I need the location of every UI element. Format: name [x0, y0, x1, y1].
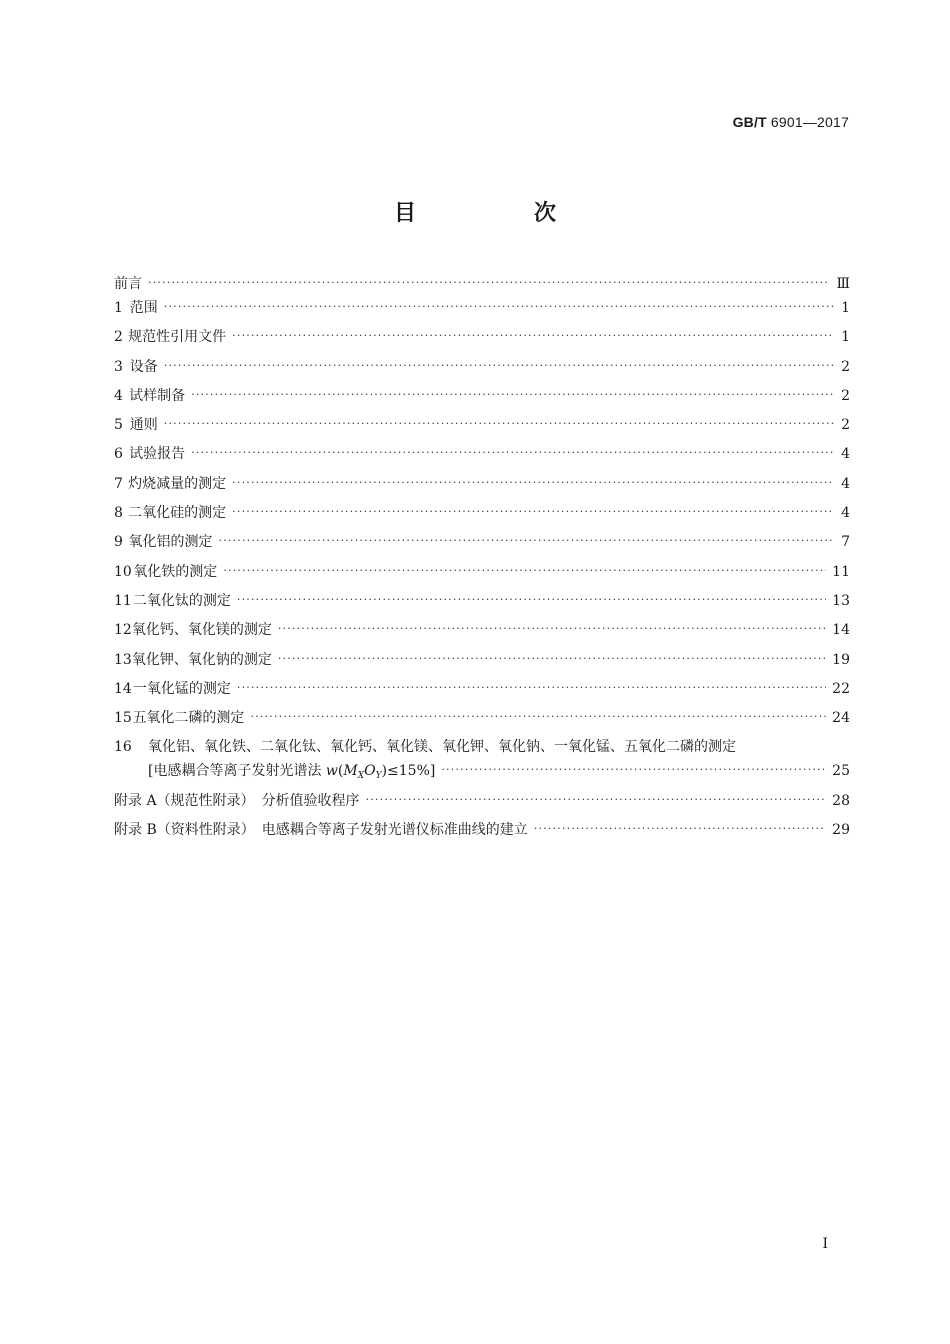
toc-entry[interactable]: [114, 677, 850, 706]
toc-label: 试样制备: [129, 387, 186, 404]
toc-leader: [366, 788, 827, 812]
toc-page-number: 19: [832, 651, 850, 668]
toc-entry[interactable]: [114, 560, 850, 589]
toc-leader: [223, 559, 826, 583]
toc-leader: [148, 271, 830, 295]
toc-page-number: 4: [841, 475, 850, 492]
toc-label: 灼烧减量的测定: [128, 475, 227, 492]
toc-entry-annex-a[interactable]: [114, 789, 850, 818]
toc-number: 2: [114, 329, 123, 346]
toc-entry[interactable]: [114, 442, 850, 471]
toc-page-number: 14: [832, 622, 850, 639]
toc-number: 8: [114, 505, 123, 522]
toc-leader: [191, 383, 834, 407]
formula-subscript-x: X: [357, 771, 365, 782]
toc-page-number: 2: [841, 358, 850, 375]
toc-label: 五氧化二磷的测定: [132, 710, 245, 727]
page-number: I: [822, 1236, 828, 1252]
toc-label: 二氧化钛的测定: [132, 592, 231, 609]
toc-leader: [219, 529, 835, 553]
toc-page-number: 4: [841, 505, 850, 522]
toc-label: 氧化铝的测定: [128, 534, 213, 551]
toc-entry[interactable]: [114, 501, 850, 530]
toc-number: 15: [114, 710, 132, 727]
toc-number: 4: [114, 387, 123, 404]
toc-number: 9: [114, 534, 123, 551]
mass-fraction-symbol: w: [325, 763, 338, 780]
toc-number: 5: [114, 417, 123, 434]
toc-leader: [232, 324, 834, 348]
toc-entry[interactable]: [114, 706, 850, 735]
toc-entry[interactable]: [114, 384, 850, 413]
formula-metal: M: [343, 763, 358, 780]
toc-entry[interactable]: [114, 413, 850, 442]
toc-label: 附录 A（规范性附录） 分析值验收程序: [114, 792, 360, 809]
page-title: 目 次: [393, 201, 604, 226]
toc-page-number: Ⅲ: [836, 276, 850, 292]
toc-label: 二氧化硅的测定: [128, 505, 227, 522]
toc-leader: [237, 588, 826, 612]
toc-label: 氧化铁的测定: [133, 563, 218, 580]
toc-page-number: 11: [832, 563, 850, 580]
toc-entry[interactable]: [114, 618, 850, 647]
toc-leader: [164, 412, 834, 436]
toc-number: 7: [114, 475, 123, 492]
toc-page-number: 13: [832, 592, 850, 609]
toc-label: 一氧化锰的测定: [132, 680, 231, 697]
toc-number: 13: [114, 651, 132, 668]
toc-leader: [232, 471, 834, 495]
toc-page-number: 22: [832, 680, 850, 697]
toc-page-number: 29: [832, 822, 850, 839]
toc-number: 11: [114, 592, 132, 609]
toc-number: 3: [114, 358, 123, 375]
toc-leader: [191, 441, 834, 465]
toc-page-number: 1: [841, 329, 850, 346]
formula-oxygen: O: [364, 763, 376, 780]
toc-label: 范围: [129, 300, 158, 316]
toc-leader: [164, 354, 834, 378]
toc-entry[interactable]: [114, 325, 850, 354]
toc-label: 通则: [129, 417, 158, 434]
toc-leader: [441, 758, 826, 782]
toc-leader: [278, 617, 826, 641]
toc-number: 1: [114, 300, 123, 316]
toc-number: 14: [114, 680, 132, 697]
toc-number: 12: [114, 622, 132, 639]
toc-entry[interactable]: [114, 648, 850, 677]
toc-leader: [164, 295, 834, 319]
toc-entry-16-line1[interactable]: [114, 735, 850, 759]
toc-label: 附录 B（资料性附录） 电感耦合等离子发射光谱仪标准曲线的建立: [114, 822, 528, 839]
standard-number: 6901—2017: [770, 114, 849, 130]
toc-leader: [232, 500, 834, 524]
toc-entry[interactable]: [114, 355, 850, 384]
toc-label: 规范性引用文件: [128, 329, 227, 346]
toc-page-number: 24: [832, 710, 850, 727]
standard-code: [733, 114, 849, 130]
toc-number: 16: [114, 739, 132, 756]
toc-label: 设备: [129, 358, 158, 375]
formula-open-paren: (: [337, 763, 344, 780]
toc-page-number: 4: [841, 446, 850, 463]
toc-number: 10: [114, 563, 132, 580]
toc-page-number: 2: [841, 417, 850, 434]
toc-page-number: 1: [841, 300, 850, 316]
toc-leader: [250, 705, 826, 729]
toc-entry[interactable]: [114, 589, 850, 618]
toc-page-number: 25: [832, 763, 850, 780]
toc-page-number: 2: [841, 387, 850, 404]
toc-leader: [237, 676, 826, 700]
formula-subscript-y: Y: [375, 771, 382, 782]
toc-label: 前言: [114, 276, 142, 292]
toc-page-number: 28: [832, 792, 850, 809]
toc-page-number: 7: [841, 534, 850, 551]
toc-entry[interactable]: [114, 296, 850, 325]
toc-entry-16-line2[interactable]: [114, 759, 850, 788]
toc-entry[interactable]: [114, 472, 850, 501]
table-of-contents: [114, 272, 850, 847]
toc-entry-foreword[interactable]: [114, 272, 850, 296]
method-name: [电感耦合等离子发射光谱法: [148, 763, 322, 780]
toc-entry[interactable]: [114, 530, 850, 559]
standard-prefix: GB/T: [732, 114, 767, 130]
toc-label: 氧化钙、氧化镁的测定: [131, 622, 272, 639]
toc-label: 试验报告: [129, 446, 186, 463]
formula-limit: )≤15%]: [381, 763, 436, 780]
toc-leader: [278, 647, 826, 671]
toc-number: 6: [114, 446, 123, 463]
toc-entry-annex-b[interactable]: [114, 818, 850, 847]
toc-leader: [534, 817, 826, 841]
toc-label: 氧化钾、氧化钠的测定: [131, 651, 272, 668]
toc-label: 氧化铝、氧化铁、二氧化钛、氧化钙、氧化镁、氧化钾、氧化钠、一氧化锰、五氧化二磷的测定: [148, 739, 736, 756]
toc-label-continuation: [148, 759, 435, 785]
